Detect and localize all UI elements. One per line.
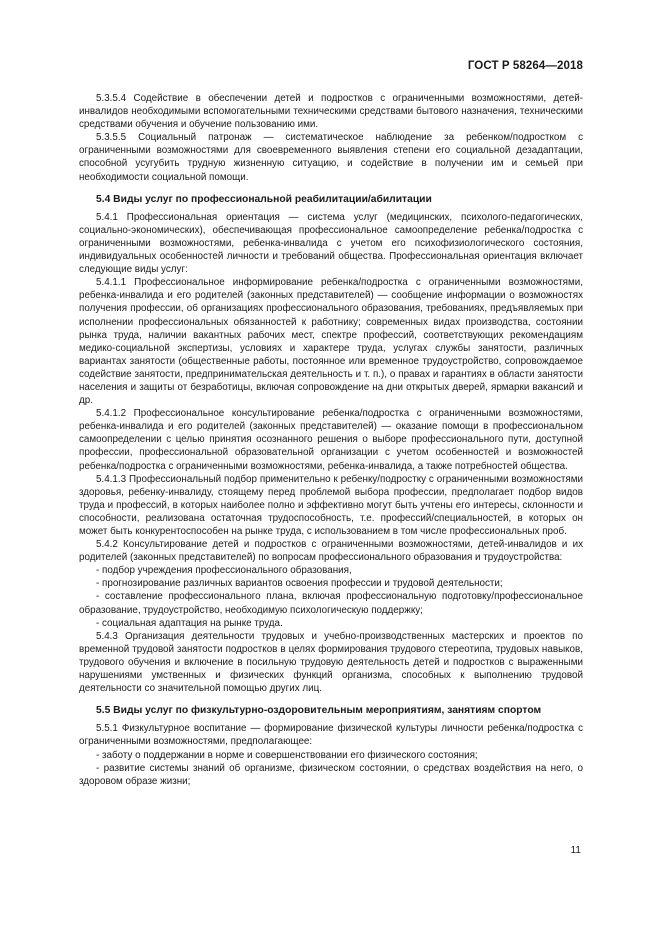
list-item: - подбор учреждения профессионального образования, (96, 565, 352, 577)
list-item: - заботу о поддержании в норме и совершенствовании его физического состояния; (96, 749, 478, 761)
paragraph-5-4-3: 5.4.3 Организация деятельности трудовых и учебно-производственных мастерских и проектов по временной трудовой занятости подростков в целях формирования трудового стереотипа, трудовых навыков, трудового обучения и включение в посильную трудовую деятельность детей и подростков с выраженными нарушениями умственных и физических функций организма, способных к выполнению трудовой деятельности со значительной помощью других лиц. (79, 630, 583, 695)
paragraph-5-3-5-5: 5.3.5.5 Социальный патронаж — систематическое наблюдение за ребенком/подростком с ограниченными возможностями для своевременного выявления степени его социальной дезадаптации, способной усугубить трудную жизненную ситуацию, и содействие в получении им и семьей при необходимости социальной помощи. (79, 132, 583, 183)
document-id-header: ГОСТ Р 58264—2018 (467, 60, 583, 72)
section-heading-5-4: 5.4 Виды услуг по профессиональной реабилитации/абилитации (96, 193, 432, 205)
list-item: - развитие системы знаний об организме, физическом состоянии, о средствах воздействия на него, о здоровом образе жизни; (79, 762, 583, 787)
paragraph-5-4-2: 5.4.2 Консультирование детей и подростков с ограниченными возможностями, детей-инвалидов и их родителей (законных представителей) по вопросам профессионального образования и трудоустройства: (79, 539, 583, 564)
list-item: - социальная адаптация на рынке труда. (96, 617, 283, 629)
paragraph-5-4-1-1: 5.4.1.1 Профессиональное информирование ребенка/подростка с ограниченными возможностями, ребенка-инвалида и его родителей (законных представителей) — сообщение информации о возможностях получения профессии, об организациях профессионального образования, требованиях, предъявляемых при исполнении профессиональных обязанностей к работнику; современных видах производства, состоянии рынка труда, наличии вакантных рабочих мест, спектре профессий, соответствующих рекомендациям медико-социальной экспертизы, условиях и характере труда, услугах службы занятости, различных вариантах занятости (общественные работы, постоянное или временное трудоустройство, сопровождаемое содействие занятости, предпринимательская деятельность и т. п.), о правах и гарантиях в области занятости населения и защиты от безработицы, включая сопровождение на дни открытых дверей, ярмарки вакансий и др. (79, 277, 583, 407)
paragraph-5-3-5-4: 5.3.5.4 Содействие в обеспечении детей и подростков с ограниченными возможностями, детей-инвалидов необходимыми вспомогательными техническими средствами бытового назначения, техническими средствами обучения и обучение пользованию ими. (79, 93, 583, 131)
paragraph-5-4-1-3: 5.4.1.3 Профессиональный подбор применительно к ребенку/подростку с ограниченными возможностями здоровья, ребенку-инвалиду, стоящему перед проблемой выбора профессии, предполагает подбор видов труда и профессий, в которых наиболее полно и эффективно могут быть учтены его интересы, склонности и способности, реализована остаточная трудоспособность, т.е. профессий/специальностей, в которых он может быть конкурентоспособен на рынке труда, с использованием в том числе профессиональных проб. (79, 473, 583, 537)
list-item: - составление профессионального плана, включая профессиональную подготовку/профессиональное образование, трудоустройство, необходимую психологическую поддержку; (79, 591, 583, 616)
section-heading-5-5: 5.5 Виды услуг по физкультурно-оздоровительным мероприятиям, занятиям спортом (96, 705, 542, 717)
paragraph-5-5-1: 5.5.1 Физкультурное воспитание — формирование физической культуры личности ребенка/подростка с ограниченными возможностями, предполагающее: (79, 723, 583, 748)
paragraph-5-4-1: 5.4.1 Профессиональная ориентация — система услуг (медицинских, психолого-педагогических, социально-экономических), обеспечивающая профессиональное самоопределение ребенка/подростка с ограниченными возможностями, ребенка-инвалида с учетом его психофизиологического состояния, индивидуальных особенностей личности и требований общества. Профессиональная ориентация включает следующие виды услуг: (79, 211, 583, 276)
page-number: 11 (570, 845, 581, 856)
list-item: - прогнозирование различных вариантов освоения профессии и трудовой деятельности; (96, 578, 503, 590)
paragraph-5-4-1-2: 5.4.1.2 Профессиональное консультирование ребенка/подростка с ограниченными возможностями, ребенка-инвалида и его родителей (законных представителей) — оказание помощи в профессиональном самоопределении с целью принятия осознанного решения о выборе профессионального пути, доступной профессии, профессиональной образовательной организации с учетом особенностей и возможностей ребенка/подростка с ограниченными возможностями, ребенка-инвалида, а также потребностей общества. (79, 408, 583, 472)
document-body (79, 92, 583, 788)
